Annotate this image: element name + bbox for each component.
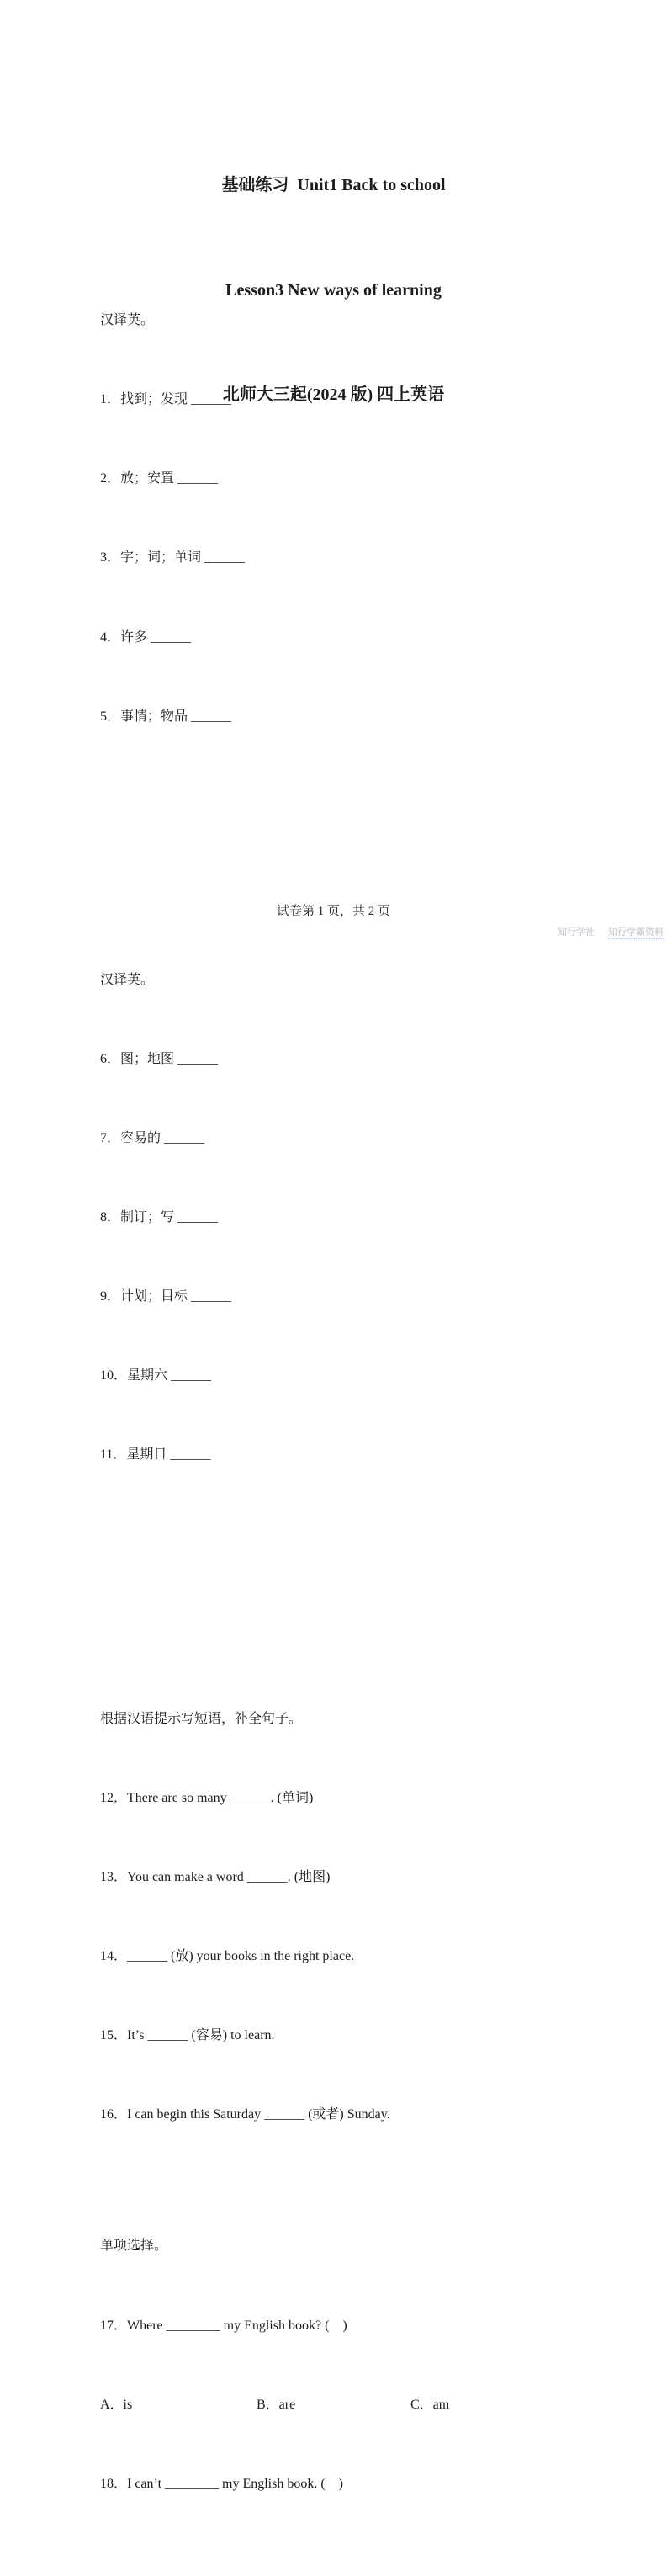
section-gap: [100, 809, 588, 862]
exercise-item-18: 18．I can’t ________ my English book. ( ): [100, 2476, 344, 2491]
section-4-heading: 单项选择。: [100, 2239, 168, 2254]
title-line-2: Lesson3 New ways of learning: [225, 280, 442, 300]
choice-options-row-17: [100, 2392, 588, 2418]
exercise-item-15: 15．It’s ______ (容易) to learn.: [100, 2027, 275, 2042]
exercise-item-14: 14．______ (放) your books in the right place.: [100, 1948, 355, 1963]
document-body: [100, 202, 588, 2576]
exercise-item-3: 3．字；词；单词 ______: [100, 550, 246, 566]
exercise-item-1: 1．找到；发现 ______: [100, 392, 232, 407]
exercise-item-11: 11．星期日 ______: [100, 1447, 211, 1463]
watermark-right-text: 知行学霸资料: [608, 927, 664, 937]
title-line-1: 基础练习 Unit1 Back to school: [221, 176, 446, 194]
exercise-item-9: 9．计划；目标 ______: [100, 1289, 232, 1304]
exercise-item-7: 7．容易的 ______: [100, 1131, 205, 1146]
exercise-item-16: 16．I can begin this Saturday ______ (或者) Sunday.: [100, 2106, 390, 2122]
exercise-item-13: 13．You can make a word ______. (地图): [100, 1869, 331, 1884]
option-c: C．am: [410, 2397, 450, 2412]
section-gap: [100, 1548, 588, 1601]
exercise-item-8: 8．制订；写 ______: [100, 1210, 219, 1225]
section-3-heading: 根据汉语提示写短语，补全句子。: [100, 1711, 303, 1726]
section-2-heading: 汉译英。: [100, 972, 155, 987]
exercise-item-4: 4．许多 ______: [100, 629, 192, 645]
exercise-item-2: 2．放；安置 ______: [100, 471, 219, 486]
exercise-item-10: 10．星期六 ______: [100, 1368, 212, 1384]
exercise-item-6: 6．图；地图 ______: [100, 1052, 219, 1066]
option-b: B．are: [257, 2397, 296, 2412]
title-line-3: 北师大三起(2024 版) 四上英语: [222, 385, 445, 404]
watermark-left-text: 知行学社: [558, 927, 595, 937]
section-1-heading: 汉译英。: [100, 313, 155, 328]
exercise-item-17: 17．Where ________ my English book? ( ): [100, 2318, 347, 2333]
exercise-item-5: 5．事情；物品 ______: [100, 709, 232, 724]
page-footer: 试卷第 1 页，共 2 页: [276, 905, 390, 918]
exercise-item-12: 12．There are so many ______. (单词): [100, 1790, 314, 1805]
option-a: A．is: [100, 2397, 133, 2412]
watermark: [558, 927, 664, 939]
